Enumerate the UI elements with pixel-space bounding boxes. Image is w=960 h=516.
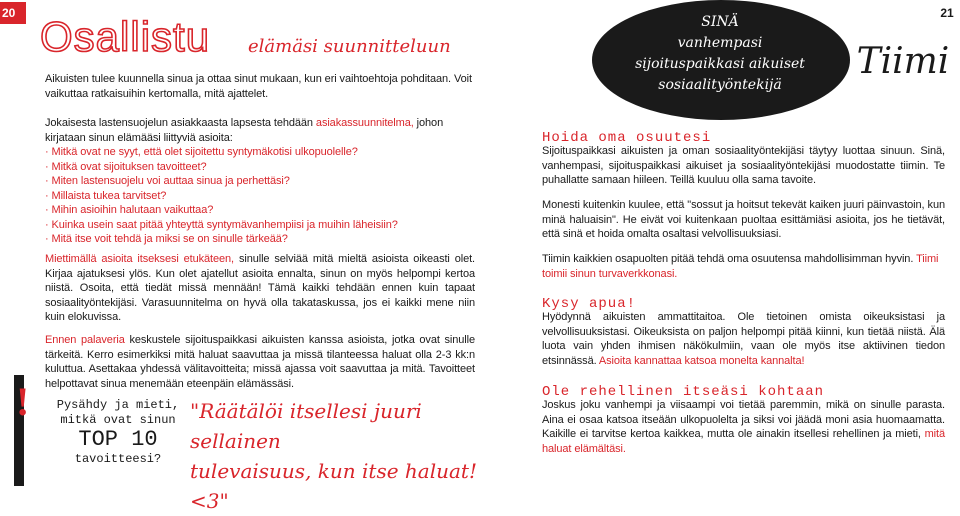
meeting-paragraph [45,333,475,391]
monesti-paragraph: Monesti kuitenkin kuulee, että "sossut ja hoitsut tekevät kaiken juuri päinvastoin, kun minä haluaisin". He eivät voi kuitenkaan puoltaa esittämiäsi asioita, jos he tietävät, että sinä et hoida omalta osaltasi velvollisuuksiasi. [542,199,945,240]
tiimi-highlight: Tiimi toimii sinun turvaverkkonasi. [542,253,939,280]
tiimi-text: Tiimin kaikkien osapuolten pitää tehdä oma osuutensa mahdollisimman hyvin. [542,253,914,265]
meeting-text: keskustele sijoituspaikkasi aikuisten kanssa asioista, jotka ovat sinulle tärkeitä. Kerro esimerkiksi mitä haluat saavuttaa ja missä tilanteessa haluat olla 2-3 kk:n kuluttua. Asettakaa yhdessä välitavoitteita; missä ajassa voit saavuttaa ja mitä. Tavoitteet helpottavat sinua menemään eteenpäin elämässäsi. [45,334,475,390]
kysy-text: Hyödynnä aikuisten ammattitaitoa. Ole tietoinen omista oikeuksistasi ja velvollisuuksistasi. Oikeuksista on paljon helpompi pitää kiinni, kun tietää niistä. Älä luota vain yhden ihmisen näkökulmiin, vaan ole myös itse aktiivinen tiedon etsinnässä. [542,311,945,367]
tip-line: Pysähdy ja mieti, [56,398,180,412]
prepare-highlight: Miettimällä asioita itseksesi etukäteen, [45,253,235,265]
tip-top10: TOP 10 [78,427,158,452]
tip-line: mitkä ovat sinun [60,413,176,427]
heading-kysy: Kysy apua! [542,296,637,312]
question-item: · Mihin asioihin halutaan vaikuttaa? [45,204,214,216]
team-members [598,12,842,96]
hoida-paragraph: Sijoituspaikkasi aikuisten ja oman sosiaalityöntekijäsi täytyy luottaa sinuun. Sinä, vanhempasi, sijoituspaikkasi aikuiset ja sosiaalityöntekijäsi muodostatte tiimin. Te puhallatte samaan hiileen. Teillä kuuluu olla sama tavoite. [542,145,945,186]
page-number-right: 21 [934,2,960,24]
question-item: · Mitä itse voit tehdä ja miksi se on sinulle tärkeää? [45,233,288,245]
question-item: · Mitkä ovat sijoituksen tavoitteet? [45,160,207,173]
ole-paragraph [542,398,945,456]
quote-line: tulevaisuus, kun itse haluat! <3" [190,459,477,513]
team-member: sijoituspaikkasi aikuiset [635,56,805,72]
top10-tip [38,398,198,467]
question-item: · Miten lastensuojelu voi auttaa sinua ja perhettäsi? [45,175,290,187]
quote [190,396,480,516]
team-member: sosiaalityöntekijä [658,77,782,93]
kysy-highlight: Asioita kannattaa katsoa monelta kannalta! [598,354,805,367]
page-number-left: 20 [0,2,26,24]
ole-text: Joskus joku vanhempi ja viisaampi voi tietää paremmin, mikä on sinulle parasta. Aina ei osaa katsoa itseään ulkopuolelta ja siksi voi jäädä moni asia huomaamatta. Kaikille ei tarvitse kertoa kaikkea, mutta ole ainakin itsellesi rehellinen ja mieti, [542,399,945,440]
team-member: vanhempasi [677,35,763,51]
prepare-text: sinulle selviää mitä mieltä asioista oikeasti olet. Kirjaa ajatuksesi ylös. Kun olet ajatellut asioita ennalta, sinun on myös helpompi kertoa niistä. Osoita, että tiedät missä mennään! Tämä kaikki tehdään ennen kuin tapaat sosiaalityöntekijäsi. Varasuunnitelma on hyvä olla takataskussa, jos ei kaikki mene niin kuin elokuvissa. [45,253,475,323]
intro-block [45,116,475,247]
meeting-highlight: Ennen palaveria [45,334,125,346]
heading-ole: Ole rehellinen itseäsi kohtaan [542,384,825,400]
page-title: Osallistu [40,13,211,60]
team-equals-label: = Tiimi [815,41,950,82]
ole-highlight: mitä haluat elämältäsi. [542,428,945,455]
tiimi-paragraph [542,252,945,281]
page-subtitle: elämäsi suunnitteluun [248,36,451,57]
exclamation-icon: ! [16,379,30,424]
quote-line: "Räätälöi itsellesi juuri sellainen [190,399,422,453]
lead-paragraph: Aikuisten tulee kuunnella sinua ja ottaa sinut mukaan, kun eri vaihtoehtoja pohditaan. Voit vaikuttaa ratkaisuihin kertomalla, mitä ajattelet. [45,73,472,100]
question-item: · Millaista tukea tarvitset? [45,189,167,202]
intro-text: Jokaisesta lastensuojelun asiakkaasta lapsesta tehdään [45,117,313,129]
intro-rest: johon kirjataan sinun elämääsi liittyviä asioita: [45,117,444,144]
kysy-paragraph [542,310,945,368]
question-item: · Mitkä ovat ne syyt, että olet sijoitettu syntymäkotisi ulkopuolelle? [45,146,358,158]
tip-line: tavoitteesi? [74,452,162,466]
question-item: · Kuinka usein saat pitää yhteyttä syntymävanhempiisi ja muihin läheisiin? [45,218,398,231]
prepare-paragraph [45,252,475,325]
team-member: SINÄ [701,14,739,30]
intro-highlight: asiakassuunnitelma, [315,117,414,129]
heading-hoida: Hoida oma osuutesi [542,130,712,146]
